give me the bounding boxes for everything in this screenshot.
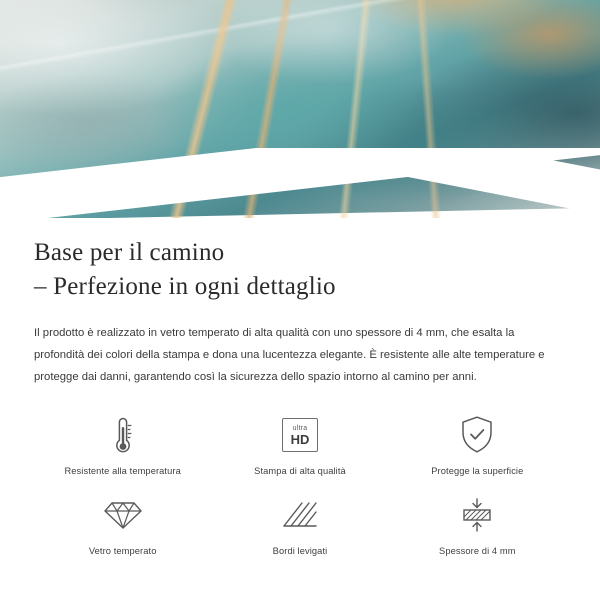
headline-line-2: – Perfezione in ogni dettaglio (34, 273, 336, 300)
thickness-arrows-icon (458, 492, 496, 538)
feature-label: Stampa di alta qualità (254, 466, 346, 477)
feature-label: Vetro temperato (88, 546, 157, 557)
feature-polished-edges (211, 490, 388, 560)
thermometer-icon (110, 412, 136, 458)
feature-tempered-glass (34, 490, 211, 560)
page-title (34, 236, 566, 304)
diamond-icon (103, 492, 143, 538)
ultra-hd-icon (282, 412, 318, 458)
feature-label: Resistente alla temperatura (64, 466, 181, 477)
feature-thickness-4mm (389, 490, 566, 560)
hero-image (0, 0, 600, 218)
feature-label: Spessore di 4 mm (439, 546, 516, 557)
ultra-hd-badge-top: ultra (292, 424, 308, 432)
ultra-hd-badge-bottom: HD (290, 431, 310, 447)
feature-temperature-resistant (34, 410, 211, 480)
feature-high-quality-print (211, 410, 388, 480)
headline-line-1: Base per il camino (34, 239, 225, 266)
content-area (0, 236, 600, 560)
feature-label: Protegge la superficie (431, 466, 524, 477)
feature-grid (34, 410, 566, 560)
feature-protects-surface (389, 410, 566, 480)
description-paragraph: Il prodotto è realizzato in vetro temperato di alta qualità con uno spessore di 4 mm, che esalta la profondità dei colori della stampa e dona una lucentezza elegante. È resistente alle alte temperature e protegge dai danni, garantendo così la sicurezza dello spazio intorno al camino per anni. (34, 327, 545, 384)
polished-edges-icon (280, 492, 320, 538)
shield-check-icon (460, 412, 494, 458)
feature-label: Bordi levigati (272, 546, 328, 557)
highlight-overlay (0, 0, 600, 218)
